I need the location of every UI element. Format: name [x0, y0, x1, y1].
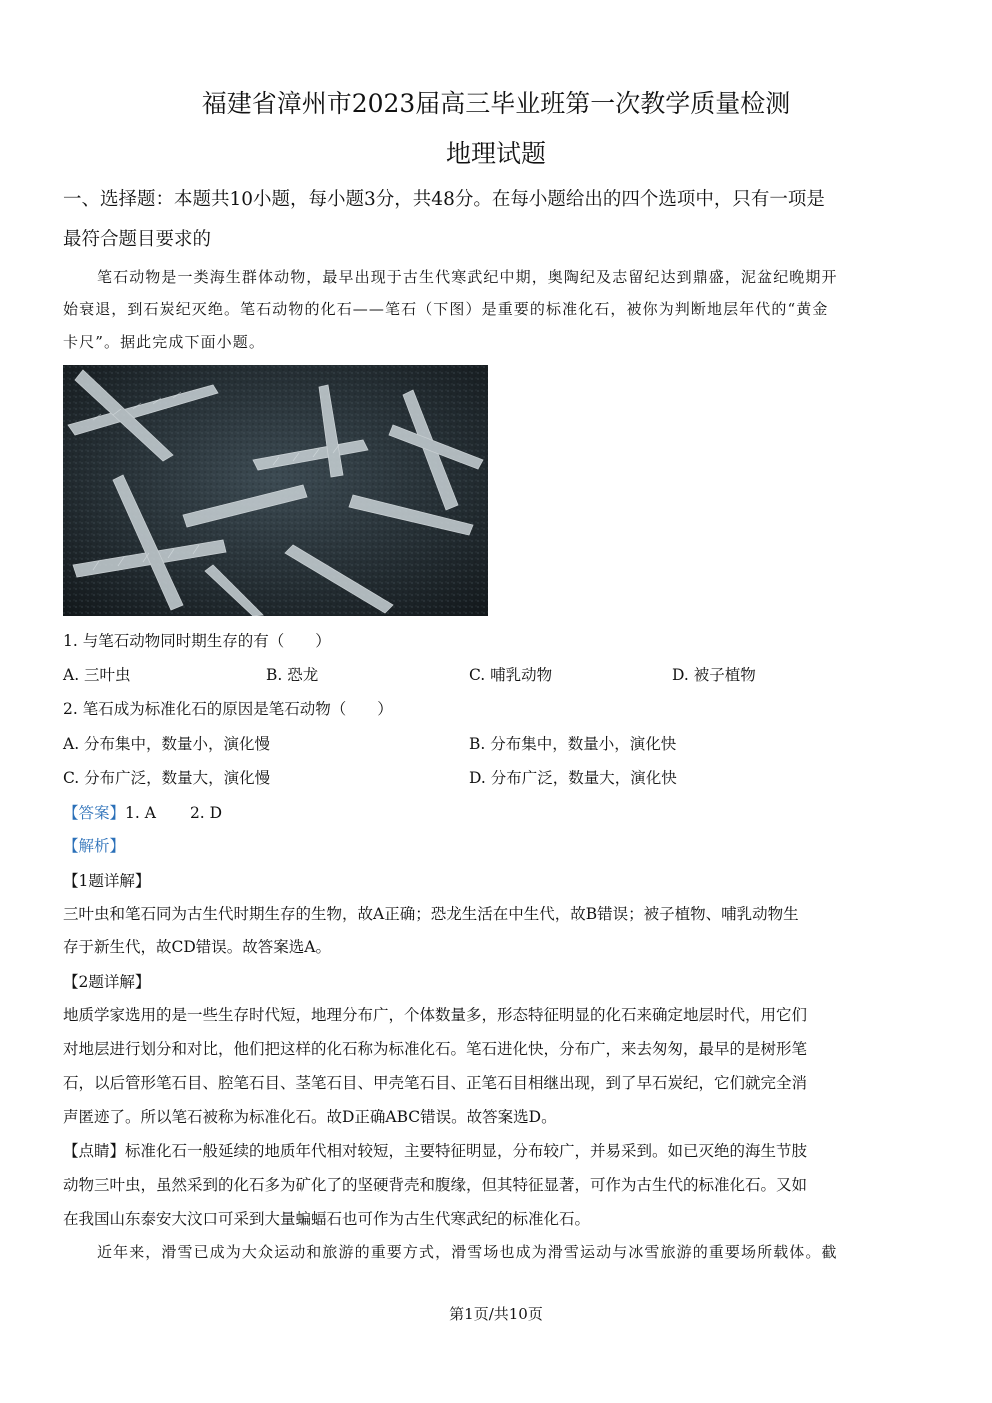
detail-2-line-2: 对地层进行划分和对比，他们把这样的化石称为标准化石。笔石进化快，分布广，来去匆匆，最早的是树形笔 [63, 1040, 808, 1058]
graptolite-fossil-image [63, 365, 488, 616]
section-heading-cont: 最符合题目要求的 [63, 229, 212, 250]
question-2-stem: 2. 笔石成为标准化石的原因是笔石动物（ ） [63, 700, 393, 718]
detail-1-label: 【1题详解】 [63, 872, 151, 890]
analysis-label: 【解析】 [63, 837, 126, 855]
tip-line-2: 动物三叶虫，虽然采到的化石多为矿化了的坚硬背壳和腹缘，但其特征显著，可作为古生代的标准化石。又如 [63, 1176, 808, 1194]
passage-line-2: 始衰退，到石炭纪灭绝。笔石动物的化石——笔石（下图）是重要的标准化石，被你为判断地层年代的“黄金 [63, 300, 829, 318]
page-subtitle: 地理试题 [445, 139, 546, 168]
answer-1: 1. A [125, 804, 156, 822]
q2-option-a[interactable]: A. 分布集中，数量小，演化慢 [63, 735, 271, 753]
detail-1-line-1: 三叶虫和笔石同为古生代时期生存的生物，故A正确；恐龙生活在中生代，故B错误；被子植物、哺乳动物生 [63, 905, 799, 923]
answer-2: 2. D [189, 804, 223, 822]
q1-option-d[interactable]: D. 被子植物 [672, 666, 756, 684]
passage-line-3: 卡尺”。据此完成下面小题。 [63, 333, 265, 351]
q1-option-a[interactable]: A. 三叶虫 [63, 666, 131, 684]
q1-option-b[interactable]: B. 恐龙 [266, 666, 319, 684]
detail-1-line-2: 存于新生代，故CD错误。故答案选A。 [63, 938, 331, 956]
q2-option-b[interactable]: B. 分布集中，数量小，演化快 [469, 735, 677, 753]
answer-line [63, 801, 222, 823]
tip-line-3: 在我国山东泰安大汶口可采到大量蝙蝠石也可作为古生代寒武纪的标准化石。 [63, 1210, 591, 1228]
tip-label: 【点睛】 [63, 1142, 126, 1160]
section-heading: 一、选择题：本题共10小题，每小题3分，共48分。在每小题给出的四个选项中，只有一项是 [63, 189, 825, 210]
detail-2-line-1: 地质学家选用的是一些生存时代短，地理分布广，个体数量多，形态特征明显的化石来确定地层时代，用它们 [63, 1006, 808, 1024]
q2-option-d[interactable]: D. 分布广泛，数量大，演化快 [469, 769, 677, 787]
answer-label: 【答案】 [63, 804, 126, 822]
detail-2-line-4: 声匿迹了。所以笔石被称为标准化石。故D正确ABC错误。故答案选D。 [63, 1108, 557, 1126]
q1-option-c[interactable]: C. 哺乳动物 [469, 666, 553, 684]
detail-2-line-3: 石，以后管形笔石目、腔笔石目、茎笔石目、甲壳笔石目、正笔石目相继出现，到了早石炭纪，它们就完全消 [63, 1074, 808, 1092]
question-1-stem: 1. 与笔石动物同时期生存的有（ ） [63, 632, 331, 650]
q2-option-c[interactable]: C. 分布广泛，数量大，演化慢 [63, 769, 271, 787]
tip-line-1: 【点睛】标准化石一般延续的地质年代相对较短，主要特征明显，分布较广，并易采到。如已灭绝的海生节肢 [63, 1142, 808, 1160]
passage-line-1: 笔石动物是一类海生群体动物，最早出现于古生代寒武纪中期，奥陶纪及志留纪达到鼎盛，泥盆纪晚期开 [97, 268, 838, 286]
page-footer: 第1页/共10页 [449, 1305, 543, 1323]
detail-2-label: 【2题详解】 [63, 973, 151, 991]
page-title: 福建省漳州市2023届高三毕业班第一次教学质量检测 [201, 89, 791, 118]
passage-2-line-1: 近年来，滑雪已成为大众运动和旅游的重要方式，滑雪场也成为滑雪运动与冰雪旅游的重要场所载体。截 [97, 1243, 838, 1261]
